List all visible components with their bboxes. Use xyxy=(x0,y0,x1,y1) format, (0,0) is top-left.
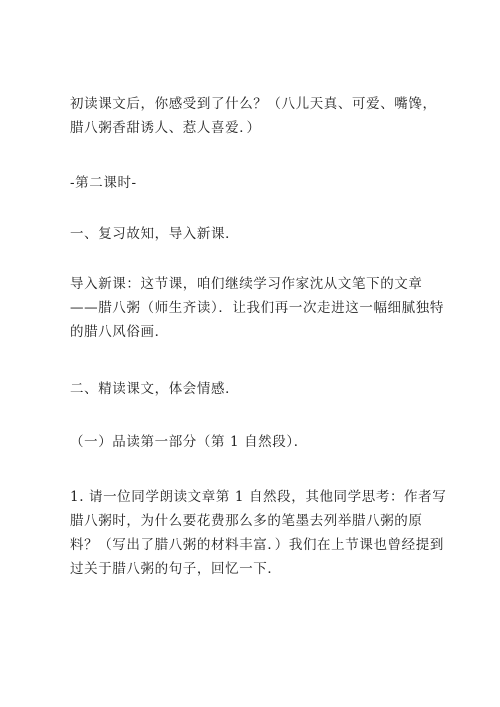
heading-close-reading: 二、精读课文，体会情感． xyxy=(70,381,240,397)
heading-review-intro: 一、复习故知，导入新课． xyxy=(70,226,240,242)
subheading-part-one: （一）品读第一部分（第 1 自然段）． xyxy=(70,434,308,450)
paragraph-reading-reflection: 初读课文后，你感受到了什么？（八儿天真、可爱、嘴馋，腊八粥香甜诱人、惹人喜爱．） xyxy=(70,96,437,136)
paragraph-intro-new-lesson: 导入新课：这节课，咱们继续学习作家沈从文笔下的文章——腊八粥（师生齐读）．让我们再一次走进这一幅细腻独特的腊八风俗画． xyxy=(70,276,444,340)
section-heading-second-lesson: -第二课时- xyxy=(70,175,137,191)
paragraph-question-one: 1. 请一位同学朗读文章第 1 自然段，其他同学思考：作者写腊八粥时，为什么要花费那么多的笔墨去列举腊八粥的原料？（写出了腊八粥的材料丰富．）我们在上节课也曾经提到过关于腊八粥的句子，回忆一下． xyxy=(70,489,447,577)
